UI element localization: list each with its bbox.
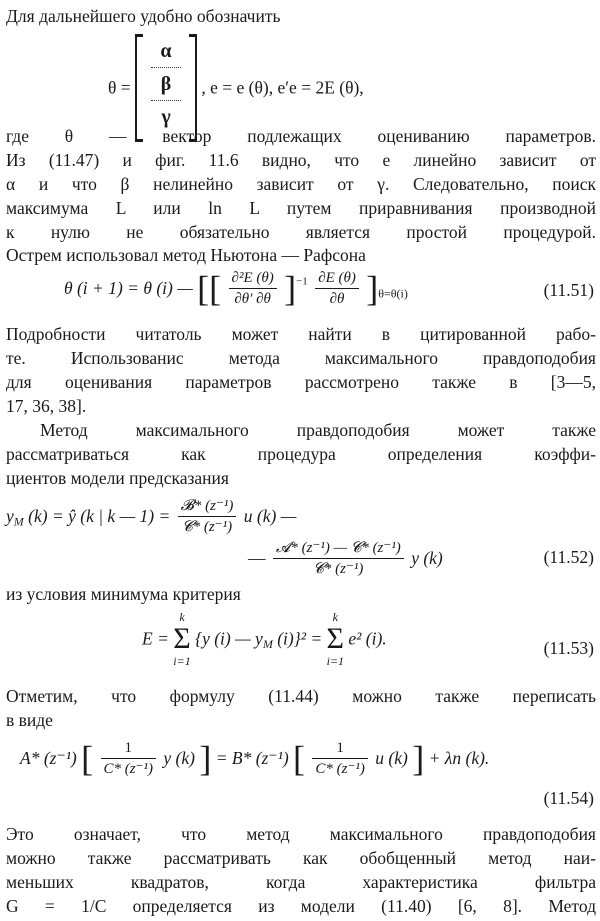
eq51-power: −1 — [296, 275, 308, 288]
text-line: Это означает, что метод максимального правдоподобия — [6, 824, 596, 844]
text-line: максимума L или ln L путем приравнивания производной — [6, 198, 596, 218]
frac-den: ∂θ′ ∂θ — [234, 291, 271, 307]
bracket-close: ] — [366, 268, 379, 309]
text-line: Отметим, что формулу (11.44) можно также переписать — [6, 686, 596, 706]
eq52-lhs: (k) = ŷ (k | k — 1) = — [28, 506, 171, 527]
text-line: 17, 36, 38]. — [6, 396, 87, 416]
vector-element-beta: β — [160, 73, 172, 95]
sum-symbol: k Σ i=1 — [326, 610, 345, 668]
eq51-lhs: θ (i + 1) = θ (i) — — [64, 278, 193, 299]
frac-num: ∂²E (θ) — [229, 268, 277, 289]
equation-11-52-line1: $y_M$ (k) = ŷ (k | k — 1) = $\frac{\text{𝓑* (z⁻¹)}}{\text{𝓒* (z⁻¹)}}$ u (k) — — [6, 498, 297, 535]
text-line: Для дальнейшего удобно обозначить — [6, 6, 281, 26]
text-line: можно также рассматривать как обобщенный метод наи- — [6, 848, 596, 868]
equation-number: (11.51) — [543, 280, 594, 300]
text-line: где θ — вектор подлежащих оцениванию параметров. — [6, 126, 596, 146]
fraction-b-over-c: $\frac{\text{𝓑* (z⁻¹)}}{\text{𝓒* (z⁻¹)}}$ — [178, 496, 237, 537]
vector-element-alpha: α — [160, 40, 172, 62]
sum-symbol: k Σ i=1 — [173, 610, 191, 668]
text-line: в виде — [6, 710, 53, 730]
text-line: из условия минимума критерия — [6, 584, 241, 604]
text-line: Из (11.47) и фиг. 11.6 видно, что e линейно зависит от — [6, 150, 596, 170]
equation-number: (11.52) — [543, 547, 594, 567]
equation-11-51: θ (i + 1) = θ (i) — [[ $\frac{\text{∂²E (θ)}}{\partial\theta' \partial\theta}$ ]$^{-1}$ $\frac{\partial E (\theta)}{\partial\theta}$ ]$_{\theta=\theta(i)}$ — [64, 268, 408, 309]
text-line: меньших квадратов, когда характеристика фильтра — [6, 872, 596, 892]
frac-num: ∂E (θ) — [315, 268, 359, 289]
frac-den: ∂θ — [329, 291, 345, 307]
fraction-a-minus-c: $\frac{\text{𝓐* (z⁻¹) — 𝓒* (z⁻¹)}}{\text{𝓒* (z⁻¹)}}$ — [273, 538, 404, 579]
equation-11-54: A* (z⁻¹) [ $\frac{1}{\text{C* (z⁻¹)}}$ y (k) ] = B* (z⁻¹) [ $\frac{1}{\text{C* (z⁻¹)}}$ u (k) ] + λn (k). — [20, 738, 490, 779]
equation-number: (11.54) — [543, 788, 594, 808]
text-line: для оценивания параметров рассмотрено также в [3—5, — [6, 372, 596, 392]
equation-11-53: E = k Σ i=1 {y (i) — $y_M$ (i)}² = k Σ i=1 e² (i). — [142, 610, 387, 668]
text-line: Подробности читатоль может найти в цитированной рабо- — [6, 324, 596, 344]
vector-element-gamma: γ — [161, 106, 171, 128]
fraction-first-derivative — [315, 268, 359, 309]
eq51-subscript: θ=θ(i) — [378, 286, 408, 301]
text-line: Острем использовал метод Ньютона — Рафсона — [6, 245, 366, 265]
eq-theta-rhs: , e = e (θ), e′e = 2E (θ), — [201, 77, 364, 98]
equation-11-52-line2: — $\frac{\text{𝓐* (z⁻¹) — 𝓒* (z⁻¹)}}{\text{𝓒* (z⁻¹)}}$ y (k) — [248, 540, 443, 577]
equation-number: (11.53) — [543, 638, 594, 658]
text-line: к нулю не обязательно является простой процедурой. — [6, 222, 596, 242]
text-line: α и что β нелинейно зависит от γ. Следовательно, поиск — [6, 174, 596, 194]
text-line: те. Использованис метода максимального правдоподобия — [6, 348, 596, 368]
fraction-second-derivative — [229, 268, 277, 309]
bracket-open: [ — [197, 268, 210, 309]
text-line: циентов модели предсказания — [6, 468, 229, 488]
text-line: рассматриваться как процедура определения коэффи- — [6, 444, 596, 464]
text-line: Метод максимального правдоподобия может также — [40, 420, 596, 440]
eq-theta-lhs: θ = — [108, 77, 131, 98]
text-line: G = 1/C определяется из модели (11.40) [6, 8]. Метод — [6, 896, 596, 916]
